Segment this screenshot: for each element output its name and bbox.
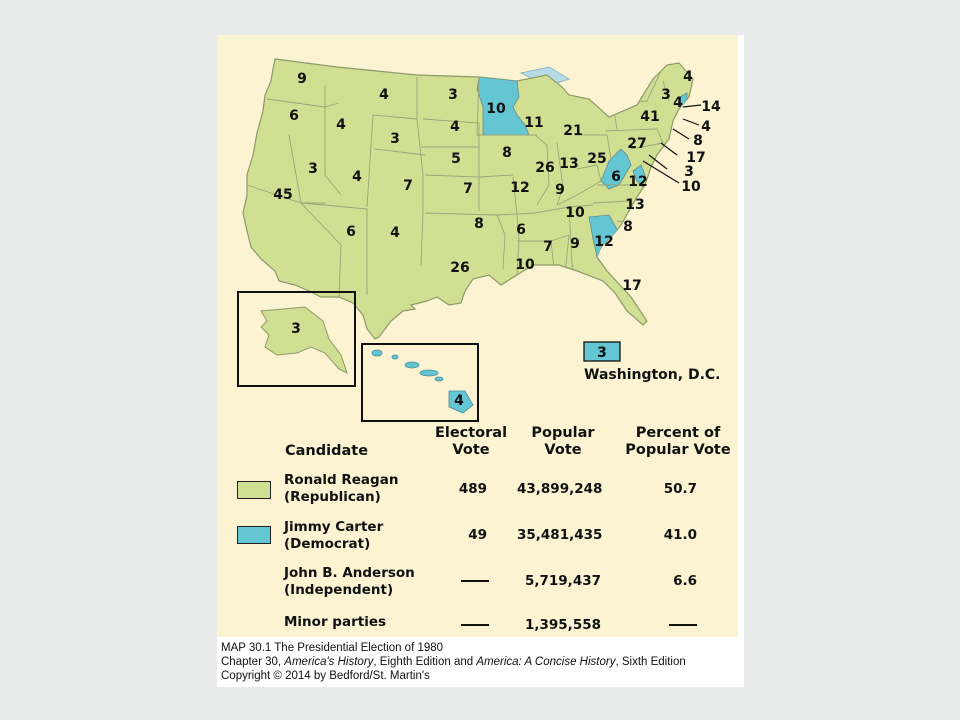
label-ok: 8	[474, 216, 484, 232]
slide-card	[217, 35, 744, 687]
label-nm: 4	[390, 225, 400, 241]
label-oh: 25	[587, 151, 607, 167]
electoral-minor-dash	[461, 624, 489, 626]
label-tx: 26	[450, 260, 470, 276]
electoral-carter: 49	[468, 527, 487, 543]
label-nd: 3	[448, 87, 458, 103]
label-ma: 14	[701, 99, 721, 115]
dc-votes: 3	[597, 345, 607, 361]
label-vt: 3	[661, 87, 671, 103]
label-nj: 17	[686, 150, 706, 166]
label-sd: 4	[450, 119, 460, 135]
caption-source-a: Chapter 30,	[221, 656, 285, 668]
popular-carter: 35,481,435	[517, 527, 603, 543]
header-percent	[622, 425, 734, 459]
map-caption	[221, 641, 686, 683]
caption-source-c: , Eighth Edition and	[373, 656, 477, 668]
label-mn: 10	[486, 101, 506, 117]
header-candidate: Candidate	[285, 443, 369, 459]
label-me: 4	[683, 69, 693, 85]
dc-label: Washington, D.C.	[584, 367, 721, 383]
label-ak: 3	[291, 321, 301, 337]
label-id: 4	[336, 117, 346, 133]
electoral-anderson-dash	[461, 580, 489, 582]
label-wa: 9	[297, 71, 307, 87]
percent-anderson: 6.6	[673, 573, 697, 589]
popular-minor-parties: 1,395,558	[524, 617, 601, 633]
candidate-name: Ronald Reagan	[284, 472, 399, 488]
label-ut: 4	[352, 169, 362, 185]
label-or: 6	[289, 108, 299, 124]
popular-reagan: 43,899,248	[517, 481, 603, 497]
candidate-name: Jimmy Carter	[284, 519, 384, 535]
legend-swatch-republican	[237, 481, 271, 499]
electoral-reagan: 489	[458, 481, 487, 497]
candidate-party: (Republican)	[284, 489, 381, 505]
label-wi: 11	[524, 115, 544, 131]
map-figure	[217, 35, 738, 637]
label-mo: 12	[510, 180, 530, 196]
caption-source-b: America's History	[284, 656, 374, 668]
label-co: 7	[403, 178, 413, 194]
candidate-reagan	[284, 472, 398, 506]
caption-source-e: , Sixth Edition	[615, 656, 686, 668]
label-ks: 7	[463, 181, 473, 197]
label-sc: 8	[623, 219, 633, 235]
legend-swatch-democrat	[237, 526, 271, 544]
candidate-minor-parties: Minor parties	[284, 614, 387, 630]
header-electoral-line2: Vote	[452, 442, 490, 458]
label-hi: 4	[454, 393, 464, 409]
label-ca: 45	[273, 187, 293, 203]
candidate-name: John B. Anderson	[284, 565, 415, 581]
label-al: 9	[570, 236, 580, 252]
label-wv: 6	[611, 169, 621, 185]
label-md: 10	[681, 179, 701, 195]
label-il: 26	[535, 160, 555, 176]
candidate-party: (Democrat)	[284, 536, 371, 552]
header-popular-vote	[522, 425, 604, 459]
label-tn: 10	[565, 205, 585, 221]
state-alaska	[261, 307, 347, 373]
candidate-party: (Independent)	[284, 582, 394, 598]
header-popular-line2: Vote	[544, 442, 582, 458]
label-ny: 41	[640, 109, 660, 125]
label-nv: 3	[308, 161, 318, 177]
label-mi: 21	[563, 123, 583, 139]
caption-copyright: Copyright © 2014 by Bedford/St. Martin's	[221, 670, 430, 682]
header-electoral-line1: Electoral	[434, 425, 508, 441]
label-ar: 6	[516, 222, 526, 238]
label-in: 13	[559, 156, 579, 172]
header-percent-line2: Popular Vote	[625, 442, 731, 458]
percent-carter: 41.0	[663, 527, 697, 543]
caption-source-d: America: A Concise History	[476, 656, 616, 668]
percent-reagan: 50.7	[663, 481, 697, 497]
header-popular-line1: Popular	[531, 425, 595, 441]
label-ga: 12	[594, 234, 614, 250]
header-electoral-vote	[431, 425, 511, 459]
label-ky: 9	[555, 182, 565, 198]
header-percent-line1: Percent of	[635, 425, 721, 441]
label-ne: 5	[451, 151, 461, 167]
label-wy: 3	[390, 131, 400, 147]
caption-title: MAP 30.1 The Presidential Election of 1980	[221, 642, 444, 654]
candidate-carter	[284, 519, 383, 553]
label-az: 6	[346, 224, 356, 240]
label-va: 12	[628, 174, 648, 190]
popular-anderson: 5,719,437	[524, 573, 601, 589]
label-nc: 13	[625, 197, 645, 213]
label-mt: 4	[379, 87, 389, 103]
label-ms: 7	[543, 239, 553, 255]
candidate-anderson	[284, 565, 415, 599]
label-ri: 4	[701, 119, 711, 135]
label-pa: 27	[627, 136, 647, 152]
caption-source	[221, 655, 686, 669]
label-ia: 8	[502, 145, 512, 161]
label-nh: 4	[673, 95, 683, 111]
label-de: 3	[684, 164, 694, 180]
label-fl: 17	[622, 278, 642, 294]
label-la: 10	[515, 257, 535, 273]
percent-minor-dash	[669, 624, 697, 626]
label-ct: 8	[693, 133, 703, 149]
